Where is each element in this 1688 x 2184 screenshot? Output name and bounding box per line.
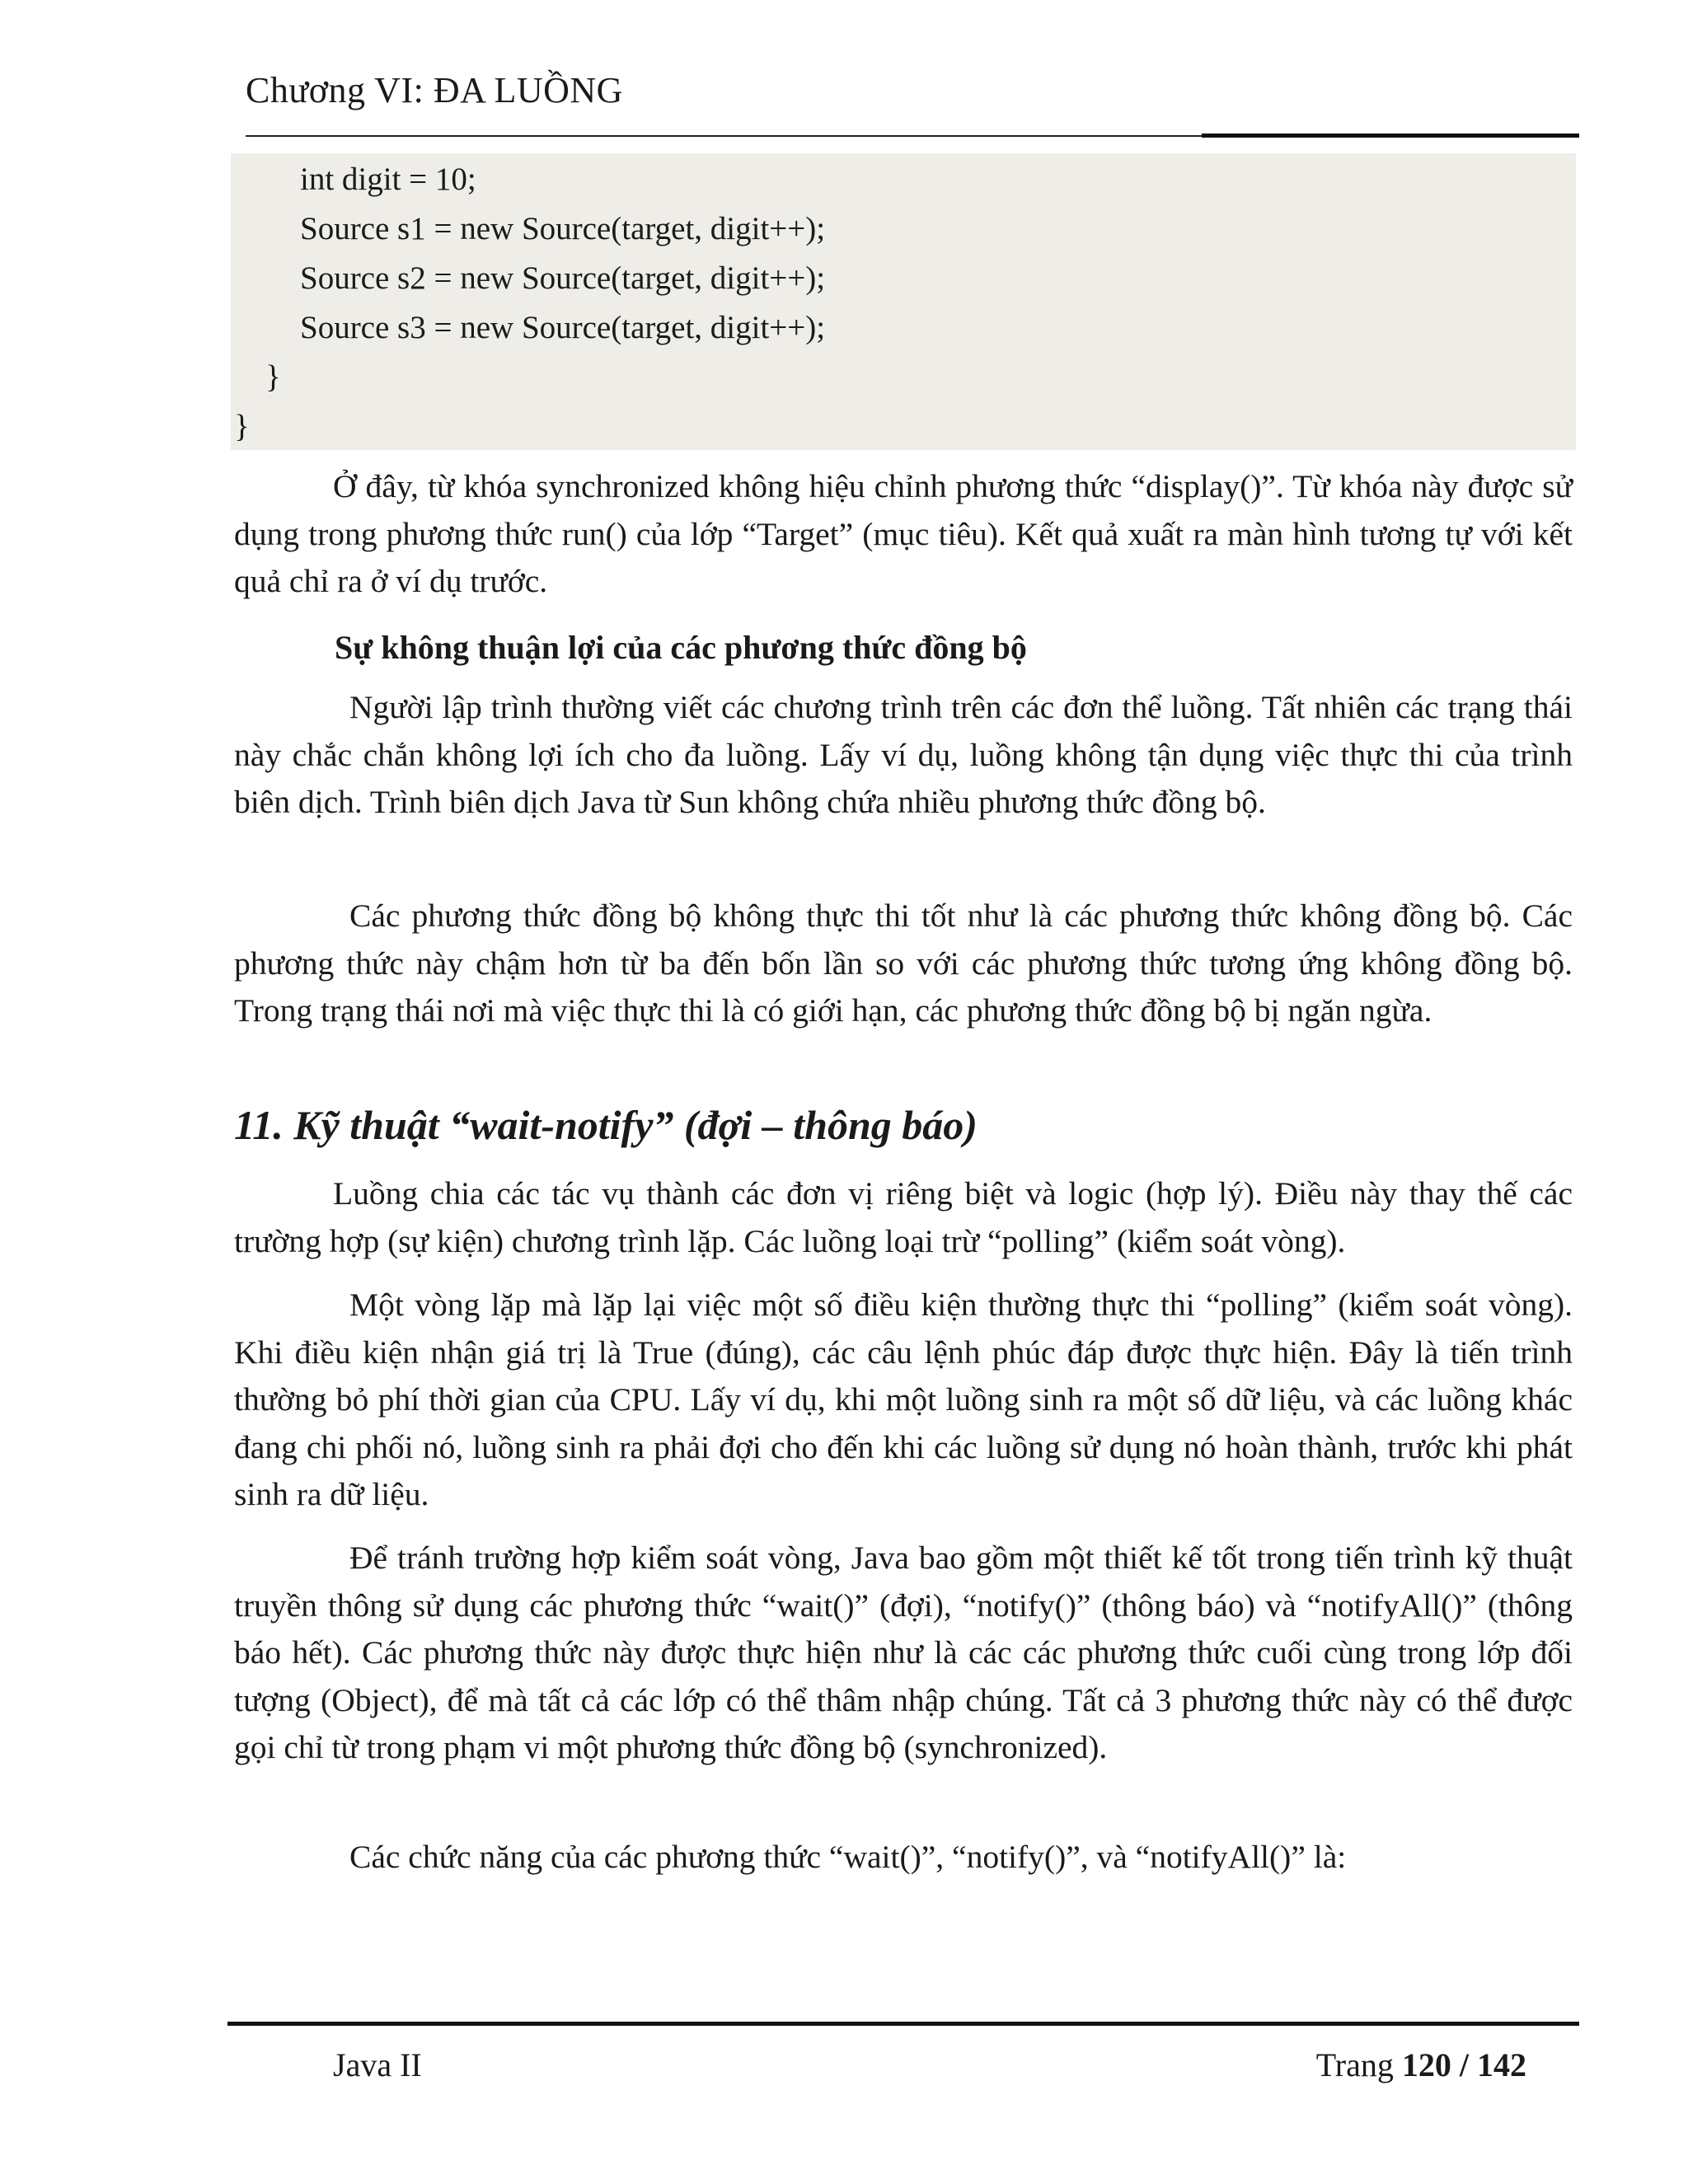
code-line: Source s1 = new Source(target, digit++); <box>300 211 826 246</box>
code-line: Source s2 = new Source(target, digit++); <box>300 260 826 296</box>
page-total: 142 <box>1477 2046 1526 2083</box>
chapter-header: Chương VI: ĐA LUỒNG <box>246 70 623 110</box>
paragraph: Luồng chia các tác vụ thành các đơn vị riêng biệt và logic (hợp lý). Điều này thay thế các trường hợp (sự kiện) chương trình lặp. Các luồng loại trừ “polling” (kiểm soát vòng). <box>234 1175 1573 1259</box>
paragraph: Để tránh trường hợp kiểm soát vòng, Java bao gồm một thiết kế tốt trong tiến trình kỹ thuật truyền thông sử dụng các phương thức “wait()” (đợi), “notify()” (thông báo) và “notifyAll()” (thông báo hết). Các phương thức này được thực hiện như là các các phương thức cuối cùng trong lớp đối tượng (Object), để mà tất cả các lớp có thể thâm nhập chúng. Tất cả 3 phương thức này có thể được gọi chỉ từ trong phạm vi một phương thức đồng bộ (synchronized). <box>234 1540 1573 1765</box>
footer-rule <box>227 2022 1579 2026</box>
page-number <box>1316 2042 1526 2088</box>
paragraph: Người lập trình thường viết các chương trình trên các đơn thể luồng. Tất nhiên các trạng thái này chắc chắn không lợi ích cho đa luồng. Lấy ví dụ, luồng không tận dụng việc thực thi của trình biên dịch. Trình biên dịch Java từ Sun không chứa nhiều phương thức đồng bộ. <box>234 689 1573 820</box>
paragraph: Các phương thức đồng bộ không thực thi tốt như là các phương thức không đồng bộ. Các phương thức này chậm hơn từ ba đến bốn lần so với các phương thức tương ứng không đồng bộ. Trong trạng thái nơi mà việc thực thi là có giới hạn, các phương thức đồng bộ bị ngăn ngừa. <box>234 898 1573 1029</box>
paragraph: Một vòng lặp mà lặp lại việc một số điều kiện thường thực thi “polling” (kiểm soát vòng). Khi điều kiện nhận giá trị là True (đúng), các câu lệnh phúc đáp được thực hiện. Đây là tiến trình thường bỏ phí thời gian của CPU. Lấy ví dụ, khi một luồng sinh ra một số dữ liệu, và các luồng khác đang chi phối nó, luồng sinh ra phải đợi cho đến khi các luồng sử dụng nó hoàn thành, trước khi phát sinh ra dữ liệu. <box>234 1286 1573 1512</box>
code-line: } <box>265 359 281 395</box>
footer-book-title: Java II <box>333 2046 422 2083</box>
page-label: Trang <box>1315 2046 1394 2083</box>
subheading: Sự không thuận lợi của các phương thức đồng bộ <box>335 629 1027 666</box>
section-title: 11. Kỹ thuật “wait-notify” (đợi – thông báo) <box>234 1102 978 1148</box>
page-separator: / <box>1459 2046 1469 2083</box>
code-line: int digit = 10; <box>300 162 476 197</box>
code-line: Source s3 = new Source(target, digit++); <box>300 310 826 345</box>
code-block <box>231 153 1576 450</box>
header-rule-accent <box>1202 134 1579 138</box>
page-margin <box>0 0 223 2184</box>
page-current: 120 <box>1401 2046 1451 2083</box>
code-line: } <box>234 409 250 444</box>
paragraph: Các chức năng của các phương thức “wait()”, “notify()”, và “notifyAll()” là: <box>349 1839 1347 1875</box>
header-rule <box>246 135 1202 137</box>
paragraph: Ở đây, từ khóa synchronized không hiệu chỉnh phương thức “display()”. Từ khóa này được sử dụng trong phương thức run() của lớp “Target” (mục tiêu). Kết quả xuất ra màn hình tương tự với kết quả chỉ ra ở ví dụ trước. <box>234 468 1573 599</box>
